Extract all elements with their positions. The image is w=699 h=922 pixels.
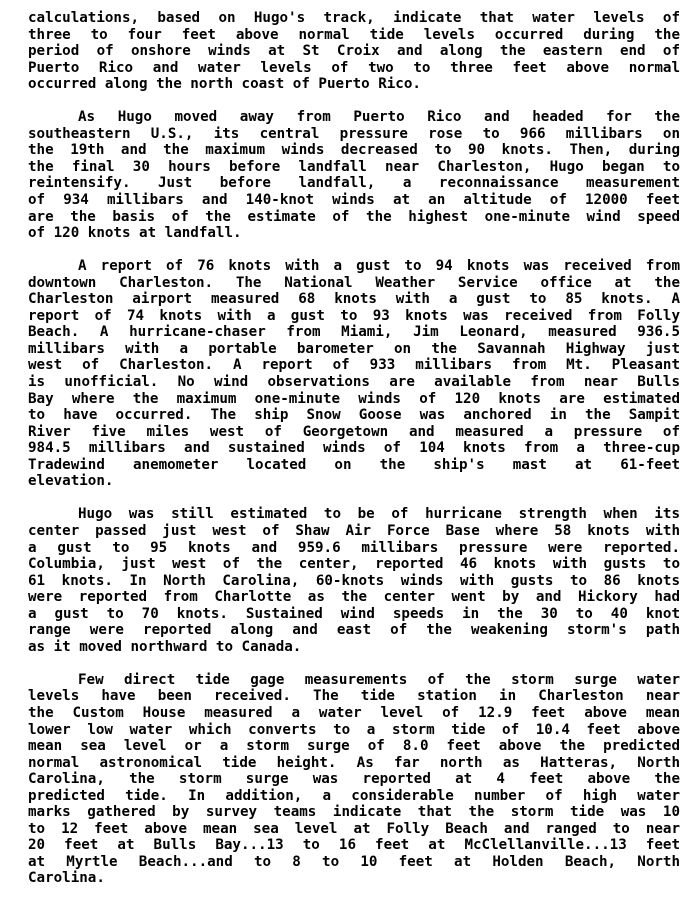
text-line: Hugo was still estimated to be of hurricane strength when its (78, 506, 680, 523)
text-line: west of Charleston. A report of 933 millibars from Mt. Pleasant (28, 357, 680, 374)
text-line: levels have been received. The tide station in Charleston near (28, 688, 680, 705)
paragraph (28, 258, 680, 490)
text-line: As Hugo moved away from Puerto Rico and headed for the (78, 109, 680, 126)
text-line: a gust to 70 knots. Sustained wind speeds in the 30 to 40 knot (28, 605, 680, 622)
text-line: of 120 knots at landfall. (28, 225, 242, 242)
text-line: lower low water which converts to a storm tide of 10.4 feet above (28, 721, 680, 738)
text-line: Puerto Rico and water levels of two to three feet above normal (28, 59, 680, 76)
text-line: reintensify. Just before landfall, a reconnaissance measurement (28, 175, 680, 192)
text-line: southeastern U.S., its central pressure rose to 966 millibars on (28, 125, 680, 142)
text-line: Tradewind anemometer located on the ship's mast at 61-feet (28, 456, 680, 473)
paragraph (28, 672, 680, 887)
text-line: mean sea level or a storm surge of 8.0 feet above the predicted (28, 738, 680, 755)
text-line: marks gathered by survey teams indicate that the storm tide was 10 (28, 804, 680, 821)
text-line: Columbia, just west of the center, reported 46 knots with gusts to (28, 556, 680, 573)
paragraph (28, 506, 680, 655)
text-line: predicted tide. In addition, a considerable number of high water (28, 787, 680, 804)
text-line: Charleston airport measured 68 knots with a gust to 85 knots. A (28, 291, 680, 308)
text-line: a gust to 95 knots and 959.6 millibars pressure were reported. (28, 539, 680, 556)
text-line: of 934 millibars and 140-knot winds at an altitude of 12000 feet (28, 192, 680, 209)
text-line: 20 feet at Bulls Bay...13 to 16 feet at McClellanville...13 feet (28, 837, 680, 854)
text-line: as it moved northward to Canada. (28, 638, 302, 655)
text-line: were reported from Charlotte as the center went by and Hickory had (28, 589, 680, 606)
text-line: Carolina, the storm surge was reported at 4 feet above the (28, 771, 680, 788)
text-line: downtown Charleston. The National Weather Service office at the (28, 274, 680, 291)
text-line: is unofficial. No wind observations are available from near Bulls (28, 374, 680, 391)
paragraph (28, 109, 680, 241)
text-line: at Myrtle Beach...and to 8 to 10 feet at Holden Beach, North (28, 853, 680, 870)
text-line: elevation. (28, 473, 114, 490)
text-line: A report of 76 knots with a gust to 94 knots was received from (78, 258, 680, 275)
text-line: millibars with a portable barometer on the Savannah Highway just (28, 340, 680, 357)
text-line: the final 30 hours before landfall near Charleston, Hugo began to (28, 158, 680, 175)
text-line: center passed just west of Shaw Air Force Base where 58 knots with (28, 522, 680, 539)
text-line: River five miles west of Georgetown and measured a pressure of (28, 423, 680, 440)
text-line: calculations, based on Hugo's track, indicate that water levels of (28, 10, 680, 26)
text-line: period of onshore winds at St Croix and along the eastern end of (28, 43, 680, 60)
text-line: are the basis of the estimate of the highest one-minute wind speed (28, 208, 680, 225)
text-line: Beach. A hurricane-chaser from Miami, Jim Leonard, measured 936.5 (28, 324, 680, 341)
text-line: Bay where the maximum one-minute winds of 120 knots are estimated (28, 390, 680, 407)
text-line: normal astronomical tide height. As far north as Hatteras, North (28, 754, 680, 771)
text-line: range were reported along and east of the weakening storm's path (28, 622, 680, 639)
document-page (28, 10, 680, 904)
paragraph (28, 10, 680, 93)
text-line: the Custom House measured a water level of 12.9 feet above mean (28, 704, 680, 721)
text-line: report of 74 knots with a gust to 93 knots was received from Folly (28, 307, 680, 324)
text-line: 61 knots. In North Carolina, 60-knots winds with gusts to 86 knots (28, 572, 680, 589)
text-line: three to four feet above normal tide levels occurred during the (28, 26, 680, 43)
text-line: the 19th and the maximum winds decreased to 90 knots. Then, during (28, 142, 680, 159)
text-line: occurred along the north coast of Puerto Rico. (28, 76, 421, 93)
text-line: Few direct tide gage measurements of the storm surge water (78, 671, 680, 688)
text-line: Carolina. (28, 870, 105, 887)
text-line: to 12 feet above mean sea level at Folly Beach and ranged to near (28, 820, 680, 837)
text-line: to have occurred. The ship Snow Goose was anchored in the Sampit (28, 407, 680, 424)
text-line: 984.5 millibars and sustained winds of 104 knots from a three-cup (28, 440, 680, 457)
